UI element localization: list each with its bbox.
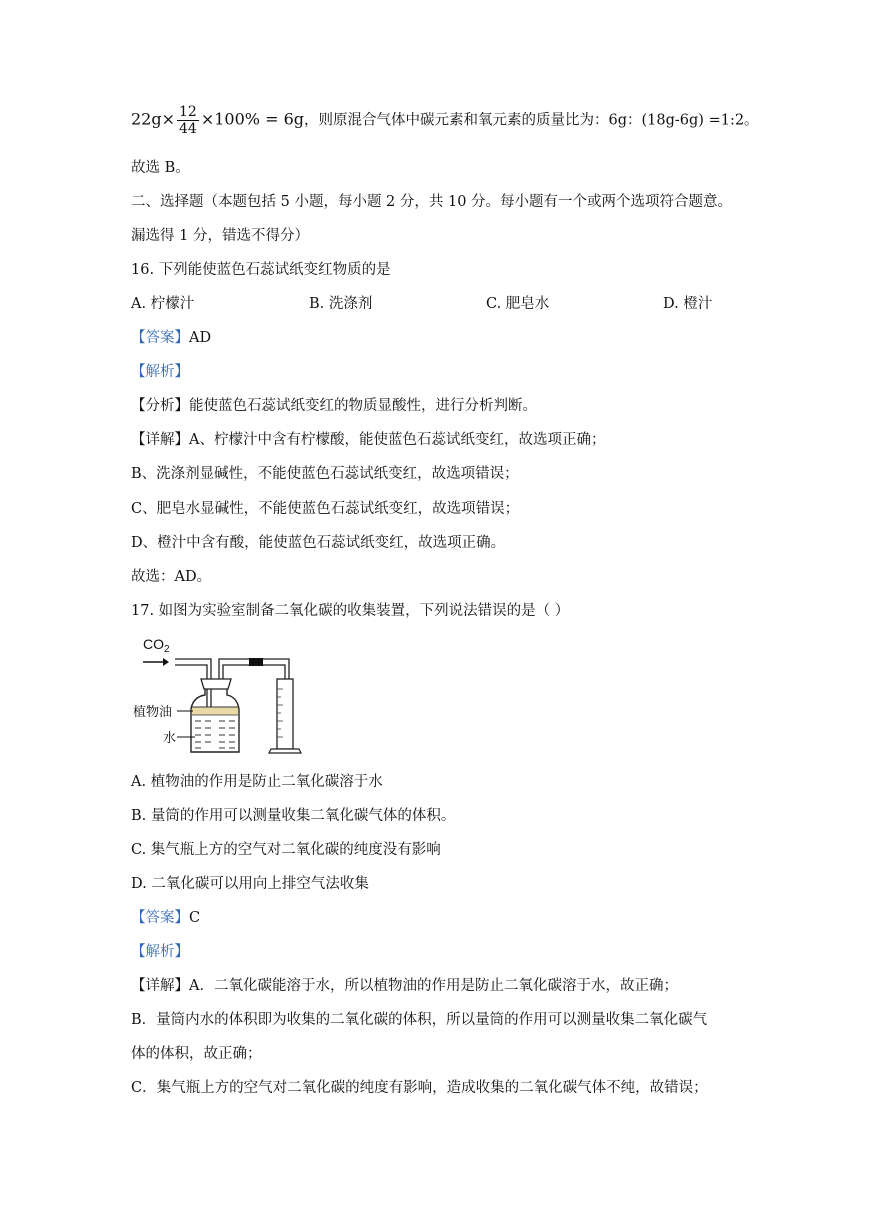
oil-label: 植物油 xyxy=(133,704,173,719)
section-heading: 二、选择题（本题包括 5 小题，每小题 2 分，共 10 分。每小题有一个或两个选项符合题意。 xyxy=(131,194,733,210)
q16-option-a: A. 柠檬汁 xyxy=(131,296,195,312)
q17-option-b: B. 量筒的作用可以测量收集二氧化碳气体的体积。 xyxy=(131,808,456,824)
co2-label-sub: 2 xyxy=(164,644,170,655)
q16-option-c: C. 肥皂水 xyxy=(486,296,550,312)
q17-jiexi: 【解析】 xyxy=(131,944,189,960)
answer-tag: 【答案】 xyxy=(131,330,189,346)
q16-question: 16. 下列能使蓝色石蕊试纸变红物质的是 xyxy=(131,262,391,278)
fraction-numerator: 12 xyxy=(179,104,197,120)
q16-option-d: D. 橙汁 xyxy=(663,296,713,312)
answer-value: C xyxy=(189,910,201,926)
q16-detail-1: 【详解】A、柠檬汁中含有柠檬酸，能使蓝色石蕊试纸变红，故选项正确； xyxy=(131,432,606,448)
q16-detail-2: B、洗涤剂显碱性，不能使蓝色石蕊试纸变红，故选项错误； xyxy=(131,466,519,482)
fraction xyxy=(177,104,199,137)
q17-answer xyxy=(131,908,200,928)
q17-detail-3: C．集气瓶上方的空气对二氧化碳的纯度有影响，造成收集的二氧化碳气体不纯，故错误； xyxy=(131,1080,708,1096)
q17-detail-1: 【详解】A．二氧化碳能溶于水，所以植物油的作用是防止二氧化碳溶于水，故正确； xyxy=(131,978,678,994)
q17-option-d: D. 二氧化碳可以用向上排空气法收集 xyxy=(131,876,369,892)
q17-option-a: A. 植物油的作用是防止二氧化碳溶于水 xyxy=(131,774,383,790)
answer-value: AD xyxy=(189,330,212,346)
q16-jiexi: 【解析】 xyxy=(131,364,189,380)
q17-detail-2a: B．量筒内水的体积即为收集的二氧化碳的体积，所以量筒的作用可以测量收集二氧化碳气 xyxy=(131,1012,708,1028)
formula-prefix: 22g× xyxy=(131,109,176,129)
formula-line xyxy=(131,104,759,137)
answer-tag: 【答案】 xyxy=(131,910,189,926)
q17-option-c: C. 集气瓶上方的空气对二氧化碳的纯度没有影响 xyxy=(131,842,441,858)
co2-label xyxy=(143,636,170,655)
q16-detail-3: C、肥皂水显碱性，不能使蓝色石蕊试纸变红，故选项错误； xyxy=(131,501,520,517)
formula-suffix: ×100% = 6g xyxy=(200,109,304,129)
water-label: 水 xyxy=(163,730,177,745)
q16-detail-4: D、橙汁中含有酸，能使蓝色石蕊试纸变红，故选项正确。 xyxy=(131,535,506,551)
q16-choose: 故选：AD。 xyxy=(131,569,212,585)
q16-analysis: 【分析】能使蓝色石蕊试纸变红的物质显酸性，进行分析判断。 xyxy=(131,398,537,414)
co2-label-main: CO xyxy=(143,636,164,652)
q16-option-b: B. 洗涤剂 xyxy=(309,296,373,312)
choose-b: 故选 B。 xyxy=(131,160,190,176)
fraction-denominator: 44 xyxy=(179,121,197,137)
q17-detail-2b: 体的体积，故正确； xyxy=(131,1046,262,1062)
q16-answer xyxy=(131,328,211,348)
q17-question: 17. 如图为实验室制备二氧化碳的收集装置，下列说法错误的是（ ） xyxy=(131,603,570,619)
co2-collection-apparatus-figure xyxy=(131,635,311,757)
section-heading-cont: 漏选得 1 分，错选不得分） xyxy=(131,228,309,244)
formula-explanation: ，则原混合气体中碳元素和氧元素的质量比为：6g：(18g-6g) =1:2。 xyxy=(304,112,759,129)
